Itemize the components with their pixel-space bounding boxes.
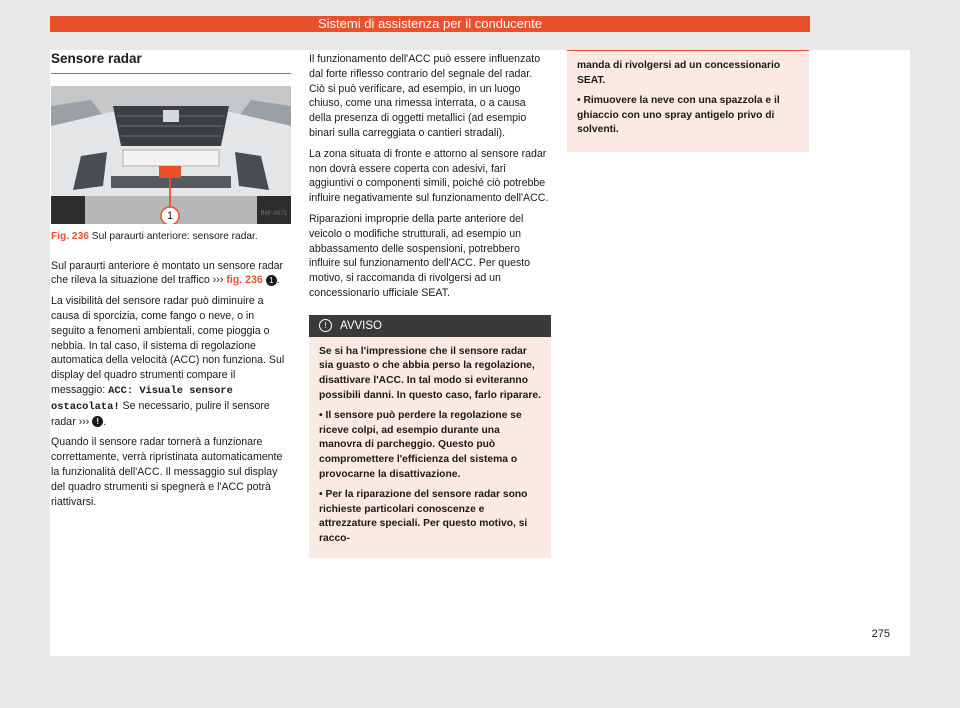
paragraph-visibility-after: Se necessario, pulire il sensore radar: [51, 399, 270, 428]
section-title: Sensore radar: [51, 52, 291, 74]
notice-bullet: • Rimuovere la neve con una spazzola e il ghiaccio con uno spray antigelo privo di solventi.: [577, 95, 780, 136]
paragraph-restore: Quando il sensore radar tornerà a funzionare correttamente, verrà ripristinata automaticamente la funzionalità dell'ACC. Il messaggio sul display del quadro strumenti si spegnerà e l'ACC potrà riattivarsi.: [51, 436, 283, 508]
cross-ref-arrows: ›››: [212, 274, 224, 287]
notice-bullet: • Il sensore può perdere la regolazione se riceve colpi, ad esempio durante una manovra di parcheggio. Questo può compromettere l'efficienza del sistema o provocarne la disattivazione.: [319, 410, 522, 480]
figure-radar-sensor: [51, 86, 291, 224]
paragraph-coverage: La zona situata di fronte e attorno al sensore radar non dovrà essere coperta con adesivi, fari aggiuntivi o componenti simili, poiché ciò potrebbe influire negativamente sul funzionamento dell'ACC.: [309, 147, 549, 205]
notice-icon: !: [319, 319, 332, 332]
paragraph-repairs: Riparazioni improprie della parte anteriore del veicolo o modifiche strutturali, ad esempio un abbassamento delle sospensioni, potrebbero influire sul funzionamento dell'ACC. Per questo motivo, si raccomanda di rivolgersi ad un concessionario ufficiale SEAT.: [309, 212, 531, 299]
callout-1-icon: 1: [266, 275, 277, 286]
figure-caption: [51, 230, 291, 245]
column-middle: [309, 52, 551, 558]
paragraph-reflection: Il funzionamento dell'ACC può essere influenzato dal forte riflesso contrario del segnale del radar. Ciò si può verificare, ad esempio, in un luogo chiuso, come una rimessa interrata, o a causa della presenza di oggetti metallici (ad esempio binari sulla carreggiata o cantieri stradali).: [309, 53, 541, 139]
period: .: [276, 274, 280, 287]
notice-header: [309, 315, 551, 337]
warning-icon[interactable]: !: [92, 416, 103, 427]
column-left: [51, 52, 291, 515]
period: .: [103, 415, 107, 428]
paragraph-intro-text: Sul paraurti anteriore è montato un sensore radar che rileva la situazione del traffico: [51, 259, 284, 287]
notice-bullet: • Per la riparazione del sensore radar sono richieste particolari conoscenze e attrezzature speciali. Per questo motivo, si racco-: [319, 489, 528, 544]
notice-box: [309, 315, 551, 559]
chapter-header: Sistemi di assistenza per il conducente: [50, 16, 810, 32]
figure-caption-text: Sul paraurti anteriore: sensore radar.: [91, 230, 258, 242]
notice-body: [309, 337, 551, 559]
notice-title: AVVISO: [340, 319, 382, 332]
paragraph-visibility-text: La visibilità del sensore radar può diminuire a causa di sporcizia, come fango o neve, o in seguito a fenomeni ambientali, come pioggia o nebbia. In tal caso, il sistema di regolazione automatica della velocità (ACC) non funziona. Sul display del quadro strumenti compare il messaggio:: [51, 295, 285, 396]
cross-ref-arrows: ›››: [78, 415, 90, 428]
paragraph-visibility: [51, 294, 291, 429]
car-front-illustration: [51, 86, 291, 224]
paragraph-intro: [51, 259, 291, 289]
column-right: [567, 52, 809, 152]
figure-code: B6F-0071: [260, 211, 287, 217]
figure-link[interactable]: fig. 236: [226, 274, 263, 287]
notice-continuation-text: manda di rivolgersi ad un concessionario SEAT.: [577, 60, 781, 86]
figure-caption-label: Fig. 236: [51, 230, 89, 242]
display-message: ACC: Visuale sensore ostacolata!: [51, 384, 233, 413]
notice-continuation: [567, 50, 809, 152]
notice-paragraph: Se si ha l'impressione che il sensore radar sia guasto o che abbia perso la regolazione, disattivare l'ACC. In tal modo si eviteranno possibili danni. In questo caso, farlo riparare.: [319, 345, 542, 401]
page-number: 275: [871, 628, 890, 640]
figure-callout-number: 1: [166, 209, 174, 222]
